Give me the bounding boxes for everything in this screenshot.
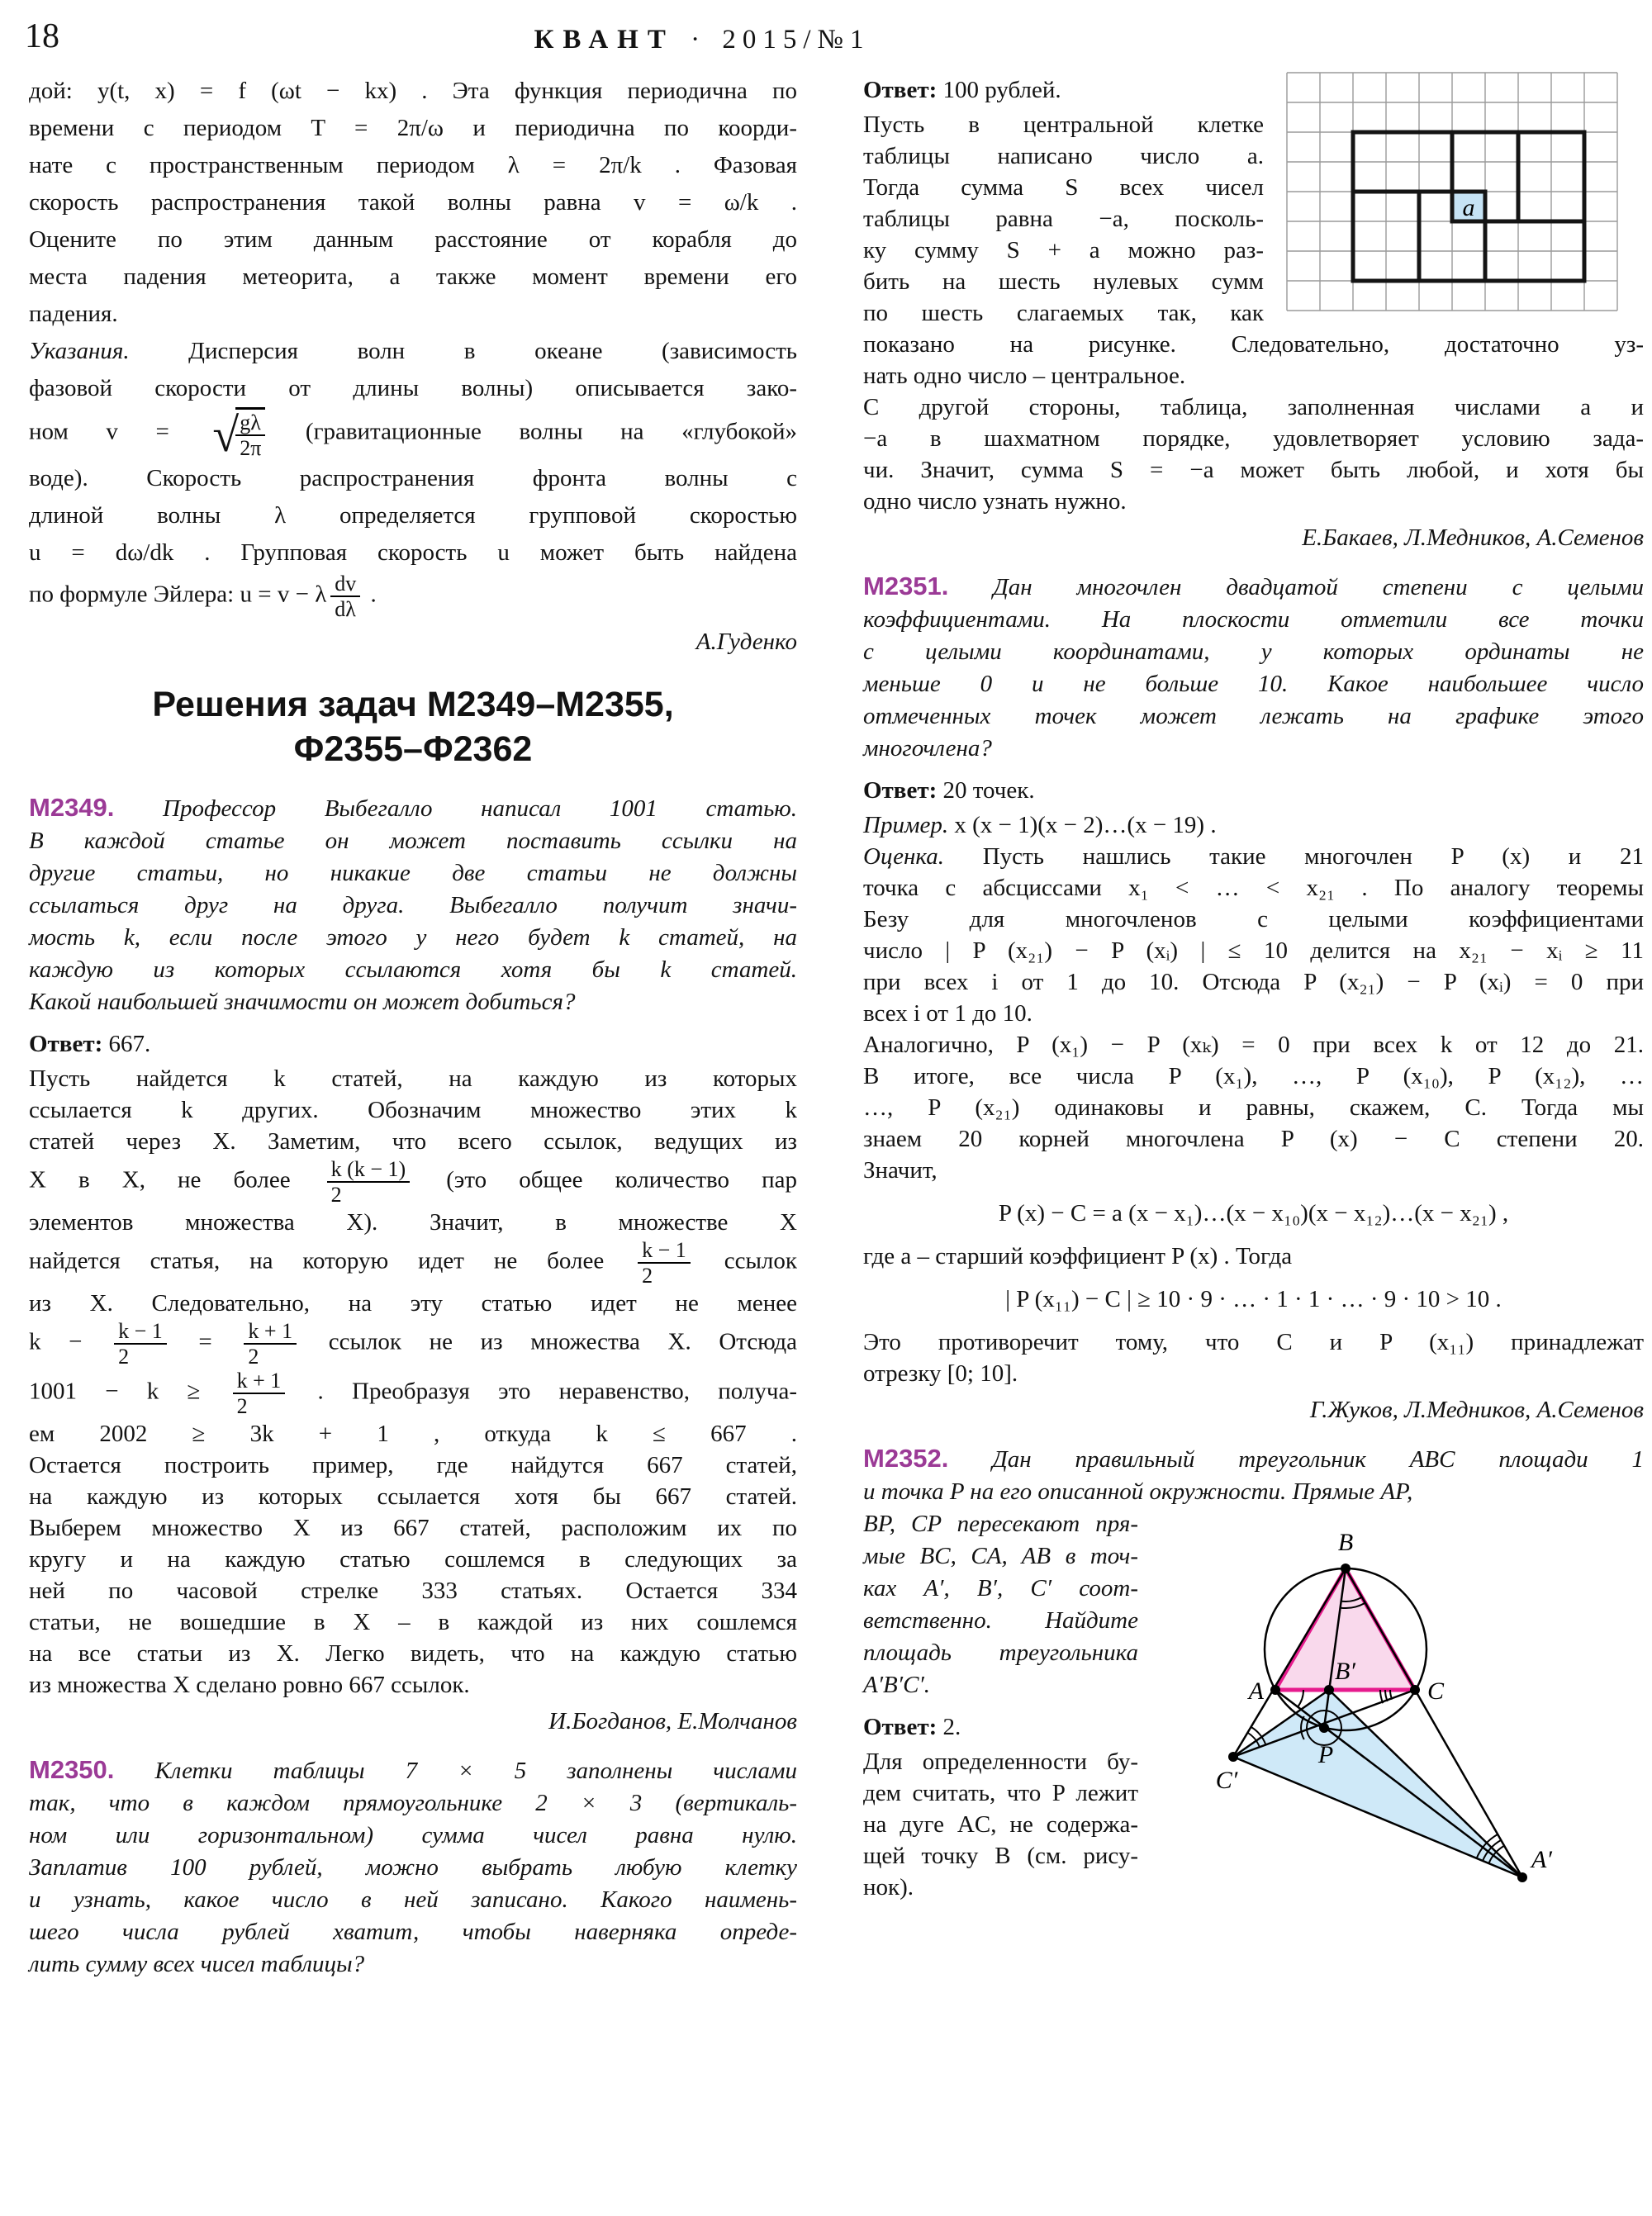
text-line: И.Богданов, Е.Молчанов [548,1708,797,1734]
text-line: меньше 0 и не больше 10. Какое наибольшее число [863,671,1644,697]
label-B1: B′ [1335,1658,1355,1685]
fraction: $\frac{dv}{d\lambda}$ [330,572,360,621]
problem-label: М2352. [863,1444,949,1473]
text-line: на каждую из которых ссылается хотя бы 667 статей. [29,1483,797,1510]
text-line: где a – старший коэффициент P (x) . Тогда [863,1243,1293,1269]
text-line: Это противоречит тому, что C и P (x₁₁) принадлежат [863,1329,1644,1355]
signature-m2351 [863,1394,1644,1426]
text-line: нате с пространственным периодом λ = 2π/k . Фазовая [29,152,797,178]
text-line: u = dω/dk . Групповая скорость u может быть найдена [29,539,797,566]
text-line: дем считать, что P лежит [863,1780,1138,1806]
text-line: при всех i от 1 до 10. Отсюда P (x₂₁) − P (xᵢ) = 0 при [863,969,1644,995]
bold-run: Ответ: [29,1031,103,1057]
label-C1: C′ [1215,1767,1238,1794]
dot-P [1319,1723,1329,1733]
center-cell-label: a [1462,194,1475,221]
text-line: и точка P на его описанной окружности. Прямые AP, [863,1478,1413,1505]
text-line [863,570,1644,604]
text-run: ссылок не из множества X. Отсюда [301,1328,798,1355]
solution-m2350-p2 [863,391,1644,517]
problem-m2349 [29,791,797,1018]
sqrt-fraction: √ $\frac{g\lambda}{2\pi}$ [209,407,265,460]
text-line [29,1319,797,1369]
text-line [863,1442,1644,1476]
text-line: места падения метеорита, а также момент времени его [29,263,797,290]
text-line: Е.Бакаев, Л.Медников, А.Семенов [1302,524,1644,551]
text-line [863,809,1644,841]
label-P: P [1317,1741,1334,1768]
dot-C [1410,1685,1420,1695]
text-line: статей через X. Заметим, что всего ссылок, ведущих из [29,1128,797,1155]
text-run: X в X, не более [29,1166,323,1193]
text-line: отмеченных точек может лежать на графике этого [863,703,1644,729]
text-line: Какой наибольшей значимости он может добиться? [29,989,576,1015]
journal-issue: 2015/№1 [722,25,871,55]
text-line: | P (x₁₁) − C | ≥ 10 · 9 · … · 1 · 1 · … · 9 · 10 > 10 . [1005,1286,1502,1312]
text-line: с целыми координатами, у которых ординаты не [863,638,1644,665]
text-line: Пусть найдется k статей, на каждую из которых [29,1065,797,1092]
text-line: Г.Жуков, Л.Медников, А.Семенов [1309,1397,1644,1423]
text-line: шего числа рублей хватит, чтобы наверняка опреде- [29,1919,797,1945]
text-line: многочлена? [863,735,992,762]
text-line: другие статьи, но никакие две статьи не должны [29,860,797,886]
text-run: Дан многочлен двадцатой степени с целыми [948,574,1644,600]
triangle-A1B1C1 [1233,1690,1522,1877]
signature-m2350 [863,522,1644,553]
bold-run: Ответ: [863,1714,938,1740]
text-line: длиной волны λ определяется групповой скоростью [29,502,797,529]
solution-m2351-p2 [863,1029,1644,1186]
physics-solution-end [29,73,797,333]
dot-A1 [1517,1872,1527,1882]
text-line [29,1238,797,1288]
text-line: нать одно число – центральное. [863,363,1186,389]
fraction: $\frac{k - 1}{2}$ [638,1238,691,1288]
text-run: (это общее количество пар [414,1166,797,1193]
text-run: x (x − 1)(x − 2)…(x − 19) . [948,812,1217,838]
text-line: так, что в каждом прямоугольнике 2 × 3 (вертикаль- [29,1790,797,1816]
text-line: отрезку [0; 10]. [863,1360,1018,1387]
text-line [29,791,797,825]
text-line [29,1753,797,1787]
signature-m2349 [29,1706,797,1737]
text-line: одно число узнать нужно. [863,488,1127,515]
formula-m2351-1 [863,1198,1644,1229]
text-line: мость k, если после этого у него будет k статей, на [29,924,797,951]
text-line: Ф2355–Ф2362 [293,729,533,769]
solution-m2351-p4 [863,1326,1644,1389]
text-line: скорость распространения такой волны равна v = ω/k . [29,189,797,216]
problem-label: М2351. [863,572,949,600]
text-line: коэффициентами. На плоскости отметили все точки [863,606,1644,633]
text-line: ем 2002 ≥ 3k + 1 , откуда k ≤ 667 . [29,1421,797,1447]
fraction: $\frac{k + 1}{2}$ [244,1319,297,1369]
formula-m2351-2 [863,1284,1644,1315]
text-line: лить сумму всех чисел таблицы? [29,1951,365,1977]
text-line: Для определенности бу- [863,1749,1138,1775]
text-line: знаем 20 корней многочлена P (x) − C степени 20. [863,1126,1644,1152]
italic-run: Указания. [29,338,130,364]
text-line: А.Гуденко [695,629,797,655]
text-line: ном или горизонтальном) сумма чисел равна нулю. [29,1822,797,1848]
header-dot: · [691,25,707,55]
problem-label: М2350. [29,1755,115,1784]
dot-B [1341,1564,1351,1573]
text-line: фазовой скорости от длины волны) описывается зако- [29,375,797,401]
triangle-figure [1148,1511,1644,1929]
text-run: 1001 − k ≥ [29,1378,229,1405]
text-line: Оцените по этим данным расстояние от корабля до [29,226,797,253]
grid-figure-svg [1279,69,1642,314]
dot-C1 [1228,1752,1238,1762]
triangle-figure-svg [1148,1511,1644,1924]
text-run: 2. [937,1714,961,1740]
fraction: $\frac{k (k - 1)}{2}$ [327,1157,410,1207]
text-line: элементов множества X). Значит, в множестве X [29,1209,797,1236]
text-line: таблицы написано число a. [863,143,1264,169]
text-run: ном v = [29,418,207,445]
text-line: из X. Следовательно, на эту статью идет не менее [29,1290,797,1317]
fraction: $\frac{k - 1}{2}$ [114,1319,167,1369]
fraction: $\frac{k + 1}{2}$ [233,1369,286,1418]
right-column [863,73,1644,1929]
text-line: ссылаться друг на друга. Выбегалло получит значи- [29,892,797,918]
text-line: Заплатив 100 рублей, можно выбрать любую клетку [29,1854,797,1881]
text-line: −a в шахматном порядке, удовлетворяет условию зада- [863,425,1644,452]
problem-m2350 [29,1753,797,1981]
text-line: число | P (x₂₁) − P (xᵢ) | ≤ 10 делится на x₂₁ − xᵢ ≥ 11 [863,937,1644,964]
text-line [29,1369,797,1418]
text-run: Дан правильный треугольник ABC площади 1 [948,1446,1644,1473]
label-B: B [1337,1529,1354,1556]
journal-title: КВАНТ [534,25,675,55]
example-m2351 [863,809,1644,841]
text-line: В каждой статье он может поставить ссылки на [29,828,797,854]
text-line: ссылается k других. Обозначим множество этих k [29,1097,797,1123]
text-run: 100 рублей. [937,77,1061,103]
text-run: . Преобразуя это неравенство, получа- [289,1378,797,1405]
text-line: и узнать, какое число в ней записано. Какого наимень- [29,1886,797,1913]
text-line: всех i от 1 до 10. [863,1000,1032,1027]
text-run: 20 точек. [937,777,1035,804]
text-run: (гравитационные волны на «глубокой» [268,418,797,445]
text-line: Пусть в центральной клетке [863,112,1264,138]
text-run: 667. [102,1031,151,1057]
text-line: точка с абсциссами x₁ < … < x₂₁ . По аналогу теоремы [863,875,1644,901]
text-line: по шесть слагаемых так, как [863,300,1264,326]
text-line: площадь треугольника [863,1639,1138,1666]
text-line: ней по часовой стрелке 333 статьях. Остается 334 [29,1578,797,1604]
problem-m2351 [863,570,1644,765]
estimate-m2351 [863,841,1644,1029]
text-line [29,333,797,370]
text-line: нок). [863,1874,914,1900]
text-run: ссылок [694,1247,797,1274]
text-line: ку сумму S + a можно раз- [863,237,1264,263]
text-run: Клетки таблицы 7 × 5 заполнены числами [114,1758,797,1784]
text-line: В итоге, все числа P (x₁), …, P (x₁₀), P (x₁₂), … [863,1063,1644,1089]
text-line: A′B′C′. [863,1672,931,1698]
text-line: чи. Значит, сумма S = −a может быть любой, и хотя бы [863,457,1644,483]
text-line: падения. [29,301,118,327]
text-line: …, P (x₂₁) одинаковы и равны, скажем, C. Тогда мы [863,1094,1644,1121]
text-line: бить на шесть нулевых сумм [863,268,1264,295]
text-line: Выберем множество X из 667 статей, расположим их по [29,1515,797,1541]
text-line: показано на рисунке. Следовательно, достаточно уз- [863,331,1644,358]
physics-hints [29,333,797,621]
text-line: на дуге AC, не содержа- [863,1811,1138,1838]
dot-A [1270,1685,1280,1695]
fraction: $\frac{g\lambda}{2\pi}$ [235,407,265,460]
problem-m2352-p1 [863,1442,1644,1508]
text-line: Тогда сумма S всех чисел [863,174,1264,201]
answer-m2349 [29,1028,797,1060]
label-A1: A′ [1531,1846,1552,1873]
text-line [29,1157,797,1207]
italic-run: Пример. [863,812,949,838]
solution-m2351-p3 [863,1241,1644,1272]
text-line [29,572,797,621]
text-line: дой: y(t, x) = f (ωt − kx) . Эта функция периодична по [29,78,797,104]
text-line: BP, CP пересекают пря- [863,1511,1138,1537]
bold-run: Ответ: [863,777,938,804]
text-line: ветственно. Найдите [863,1607,1138,1634]
text-line: Решения задач М2349–М2355, [152,685,674,724]
text-line: С другой стороны, таблица, заполненная числами a и [863,394,1644,420]
text-line [29,1028,797,1060]
text-line [863,841,1644,872]
text-line: Аналогично, P (x₁) − P (xₖ) = 0 при всех k от 12 до 21. [863,1032,1644,1058]
text-line: статьи, не вошедшие в X – в каждой из них сошлемся [29,1609,797,1635]
text-line [29,407,797,460]
bold-run: Ответ: [863,77,938,103]
journal-header [124,25,1280,55]
text-line: щей точку B (см. рису- [863,1843,1138,1869]
text-line: Значит, [863,1157,938,1184]
dot-B1 [1324,1685,1334,1695]
label-A: A [1248,1677,1264,1705]
answer-m2351 [863,775,1644,806]
text-line: воде). Скорость распространения фронта волны с [29,465,797,491]
page-number: 18 [25,17,59,55]
text-run: по формуле Эйлера: u = v − λ [29,581,327,608]
text-run: . [364,581,377,608]
text-run: Пусть нашлись такие многочлен P (x) и 21 [944,843,1644,870]
text-line: P (x) − C = a (x − x₁)…(x − x₁₀)(x − x₁₂)…(x − x₂₁) , [998,1200,1509,1227]
italic-run: Оценка. [863,843,945,870]
text-line: таблицы равна −a, посколь- [863,206,1264,232]
text-line: мые BC, CA, AB в точ- [863,1543,1138,1569]
text-line: Безу для многочленов с целыми коэффициентами [863,906,1644,932]
text-line: времени с периодом T = 2π/ω и периодична по коорди- [29,115,797,141]
text-run: = [170,1328,240,1355]
text-run: k − [29,1328,111,1355]
text-line: каждую из которых ссылаются хотя бы k статей. [29,956,797,983]
text-line: из множества X сделано ровно 667 ссылок. [29,1672,470,1698]
text-run: найдется статья, на которую идет не более [29,1247,634,1274]
text-run: Дисперсия волн в океане (зависимость [129,338,797,364]
text-line: ках A′, B′, C′ соот- [863,1575,1138,1601]
text-line: Остается построить пример, где найдутся 667 статей, [29,1452,797,1478]
text-line: кругу и на каждую статью сошлемся в следующих за [29,1546,797,1573]
solution-m2349 [29,1063,797,1701]
problem-label: М2349. [29,793,115,822]
text-line [863,775,1644,806]
text-run: Профессор Выбегалло написал 1001 статью. [114,795,797,822]
solutions-heading [29,682,797,771]
grid-figure [1279,69,1644,318]
left-column [29,73,797,1981]
text-line: на все статьи из X. Легко видеть, что на каждую статью [29,1640,797,1667]
signature-gudenko [29,626,797,657]
label-C: C [1427,1677,1445,1705]
